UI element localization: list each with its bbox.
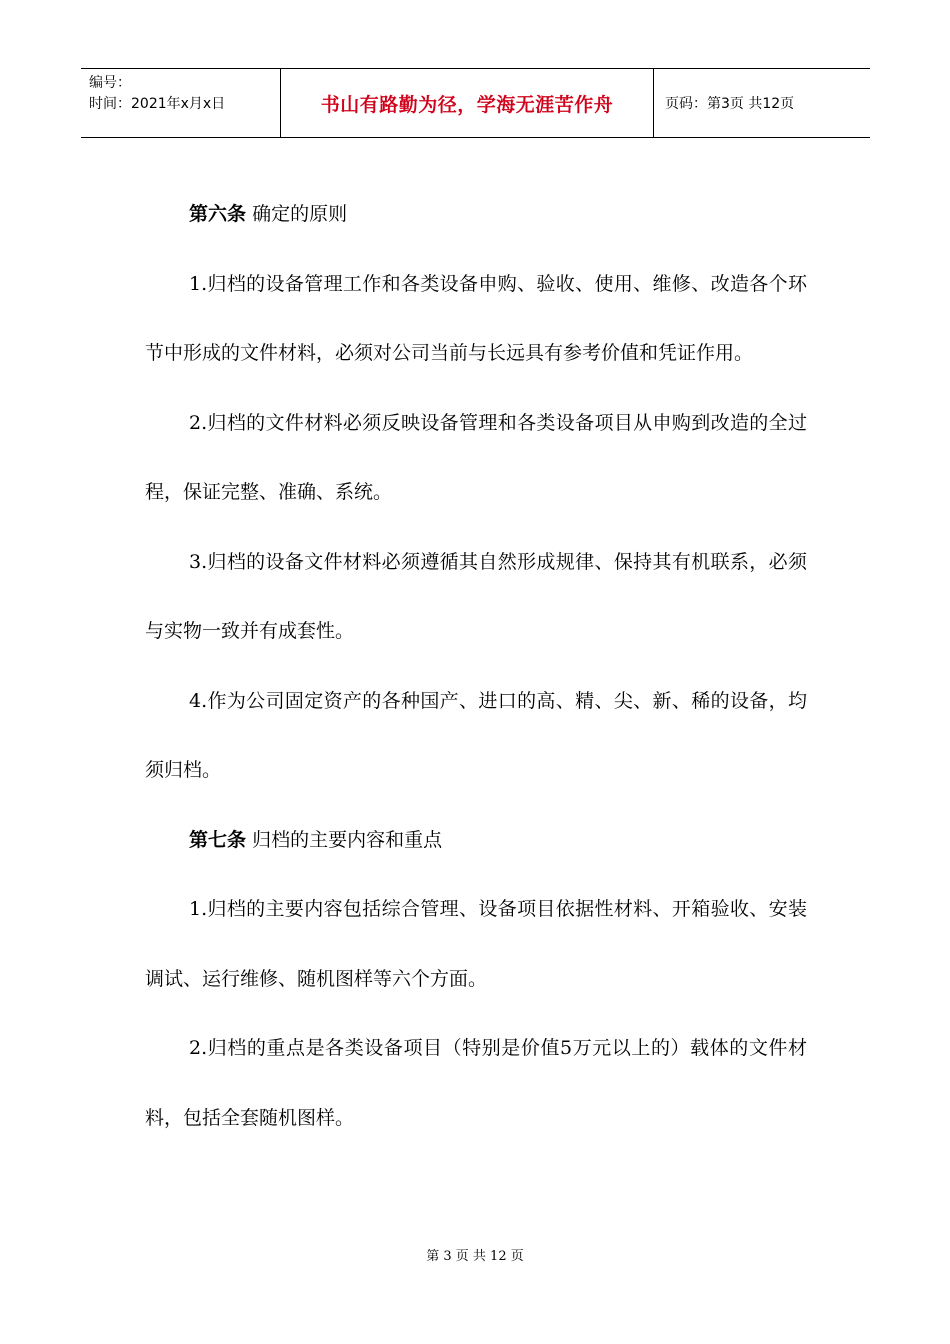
article-item: 4.作为公司固定资产的各种国产、进口的高、精、尖、新、稀的设备，均须归档。 [145, 689, 807, 781]
article-item: 3.归档的设备文件材料必须遵循其自然形成规律、保持其有机联系，必须与实物一致并有成套性。 [145, 550, 807, 642]
article-title: 归档的主要内容和重点 [252, 828, 443, 851]
article-heading [145, 806, 807, 876]
article-item: 1.归档的主要内容包括综合管理、设备项目依据性材料、开箱验收、安装调试、运行维修、随机图样等六个方面。 [145, 898, 807, 990]
article-item: 2.归档的文件材料必须反映设备管理和各类设备项目从申购到改造的全过程，保证完整、准确、系统。 [145, 411, 807, 503]
article-title: 确定的原则 [252, 203, 348, 225]
serial-number-label: 编号： [89, 75, 131, 91]
page-number-label: 页码：第3页 共12页 [665, 96, 795, 112]
header-meta-cell [81, 69, 281, 137]
article-item: 2.归档的重点是各类设备项目（特别是价值5万元以上的）载体的文件材料，包括全套随机图样。 [145, 1037, 807, 1129]
article-heading [145, 180, 807, 250]
page-footer: 第 3 页 共 12 页 [426, 1249, 524, 1264]
motto-text: 书山有路勤为径，学海无涯苦作舟 [320, 93, 614, 116]
header-motto-cell [281, 69, 654, 137]
article-item: 1.归档的设备管理工作和各类设备申购、验收、使用、维修、改造各个环节中形成的文件材料，必须对公司当前与长远具有参考价值和凭证作用。 [145, 272, 807, 364]
article-number: 第七条 [189, 828, 247, 851]
document-header [81, 68, 870, 138]
article-number: 第六条 [189, 203, 247, 225]
time-label: 时间：2021年x月x日 [89, 96, 226, 112]
document-body [145, 180, 807, 1153]
header-page-cell [654, 69, 870, 137]
